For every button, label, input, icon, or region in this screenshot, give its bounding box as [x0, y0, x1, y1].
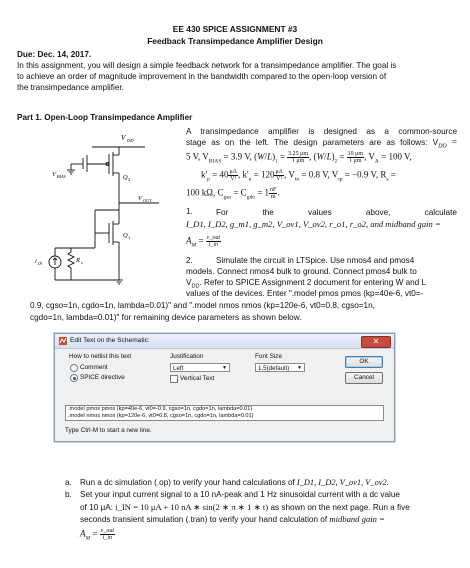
q2-label-sub: 2: [128, 177, 131, 182]
part1-heading: Part 1. Open-Loop Transimpedance Amplifier: [17, 113, 193, 122]
font-size-select[interactable]: 1.5(default) ▼: [255, 363, 305, 372]
dialog-title: Edit Text on the Schematic:: [70, 337, 150, 344]
ltspice-app-icon: [59, 337, 67, 345]
q1-label-sub: 1: [128, 235, 131, 240]
comment-radio[interactable]: [70, 364, 78, 372]
document-subtitle: Feedback Transimpedance Amplifier Design: [147, 36, 323, 46]
task-a-label: a.: [65, 478, 72, 487]
justification-label: Justification: [170, 353, 204, 360]
spice-directive-radio-label[interactable]: SPICE directive: [80, 374, 125, 381]
vertical-text-label[interactable]: Vertical Text: [180, 375, 215, 382]
rs-label: R: [76, 257, 80, 264]
item2-line2: models. Connect nmos4 bulk to ground. Connect pmos4 bulk to: [186, 267, 417, 276]
directive-line-2: .model nmos nmos (kp=120e-6, vt0=0.8, cgso=1n, cgdo=1n, lambda=0.01): [68, 412, 254, 419]
edit-text-dialog: [54, 333, 395, 442]
dialog-titlebar[interactable]: [55, 334, 394, 349]
param-line-4: 100 kΩ, $C_{gso} = C_{gdo} = 1$ $\frac{nF}{m}$ .: [186, 187, 280, 201]
vbias-label-sub: BIAS: [57, 174, 66, 179]
item1-number: 1.: [186, 207, 193, 216]
document-title: EE 430 SPICE ASSIGNMENT #3: [172, 24, 298, 34]
item2-line1: Simulate the circuit in LTSpice. Use nmos4 and pmos4: [216, 256, 415, 265]
param-line-2: 5 V, $V_{BIAS} = 3.9$ V, $(W/L)_1$ = $\frac{3.25 \mu m}{1 \mu m}$ , $(W/L)_2$ = $\frac{10 \mu m}{1 \mu m}$ , $V_A = 100$ V,: [186, 151, 412, 165]
iin-label: i: [35, 258, 37, 265]
comment-radio-label[interactable]: Comment: [80, 364, 108, 371]
justification-select[interactable]: Left ▼: [170, 363, 230, 372]
close-button[interactable]: [361, 336, 391, 348]
task-b-line3: seconds transient simulation (.tran) to verify your hand calculation of midband gain =: [80, 514, 385, 524]
q1-label: Q: [123, 232, 128, 239]
item2-line5: 0.9, cgso=1n, cgdo=1n, lambda=0.01)" and ".model nmos nmos (kp=120e-6, vt0=0.8, cgso=1n,: [30, 301, 375, 310]
vout-label-sub: OUT: [143, 198, 152, 203]
iin-label-sub: IN: [38, 261, 43, 266]
item2-line6: cgdo=1n, lambda=0.01)" for remaining device parameters as shown below.: [30, 313, 302, 322]
task-b-line1: Set your input current signal to a 10 nA-peak and 1 Hz sinusoidal current with a dc value: [80, 490, 400, 499]
vout-label: V: [138, 195, 142, 202]
vertical-text-checkbox[interactable]: [170, 375, 178, 383]
vdd-label-sub: DD: [127, 138, 134, 143]
ok-button[interactable]: OK: [345, 356, 383, 368]
intro-line-1: In this assignment, you will design a simple feedback network for a transimpedance amplifier. The goal is: [17, 61, 397, 70]
circuit-schematic: [35, 128, 185, 290]
chevron-down-icon: ▼: [222, 365, 227, 371]
intro-line-3: the transimpedance amplifier.: [17, 83, 124, 92]
task-b-label: b.: [65, 490, 72, 499]
rs-label-sub: s: [81, 260, 83, 265]
intro-line-2: to achieve an order of magnitude improvement in the bandwidth compared to the open-loop version of: [17, 72, 387, 81]
item2-number: 2.: [186, 256, 193, 265]
font-size-label: Font Size: [255, 353, 282, 360]
task-b-gain: $A_M$ = $\frac{\text{v\_out}}{i\_in}$: [80, 528, 115, 542]
chevron-down-icon: ▼: [297, 365, 302, 371]
item2-line3: $V_{DD}$. Refer to SPICE Assignment 2 document for entering W and L: [186, 278, 427, 290]
vdd-label: V: [121, 134, 126, 142]
part1-paragraph: A transimpedance amplifier is designed as a common-source stage as on the left. The design parameters are as follows: $V_{DD}$ =: [186, 127, 457, 150]
item1-gain: $A_M$ = $\frac{\text{v\_out}}{i\_in}$: [186, 235, 221, 249]
directive-text-area[interactable]: [65, 405, 384, 421]
item1-line2: I_D1, I_D2, g_m1, g_m2, V_ov1, V_ov2, r_o1, r_o2, and midband gain =: [186, 219, 441, 229]
task-b-line2: of 10 μA: i_IN = 10 μA + 10 nA ∗ sin(2 ∗ π ∗ 1 ∗ t) as shown on the next page. Run a five: [80, 502, 410, 512]
task-a-text: Run a dc simulation (.op) to verify your hand calculations of I_D1, I_D2, V_ov1, V_ov2.: [80, 478, 389, 487]
close-icon: ✕: [372, 337, 380, 346]
item2-line4: values of the devices. Enter ".model pmos pmos (kp=40e-6, vt0=-: [186, 289, 424, 298]
due-date: Due: Dec. 14, 2017.: [17, 50, 92, 59]
param-line-3: $k'_p = 40$ $\frac{\mu A}{\text{V²}}$ , $k'_n = 120$ $\frac{\mu A}{\text{V²}}$ , $V_{tn} = 0.8$ V, $V_{tp} = -0.9$ V, $R_s$ =: [201, 169, 396, 183]
vbias-label: V: [52, 171, 56, 178]
q2-label: Q: [123, 174, 128, 181]
dialog-hint: Type Ctrl-M to start a new line.: [65, 427, 152, 434]
directive-line-1: .model pmos pmos (kp=40e-6, vt0=-0.9, cgso=1n, cgdo=1n, lambda=0.01): [68, 406, 253, 412]
cancel-button[interactable]: Cancel: [345, 372, 383, 384]
netlist-label: How to netlist this text: [69, 353, 132, 360]
spice-directive-radio[interactable]: [70, 374, 78, 382]
item1-line1: For the values above, calculate: [216, 208, 457, 217]
